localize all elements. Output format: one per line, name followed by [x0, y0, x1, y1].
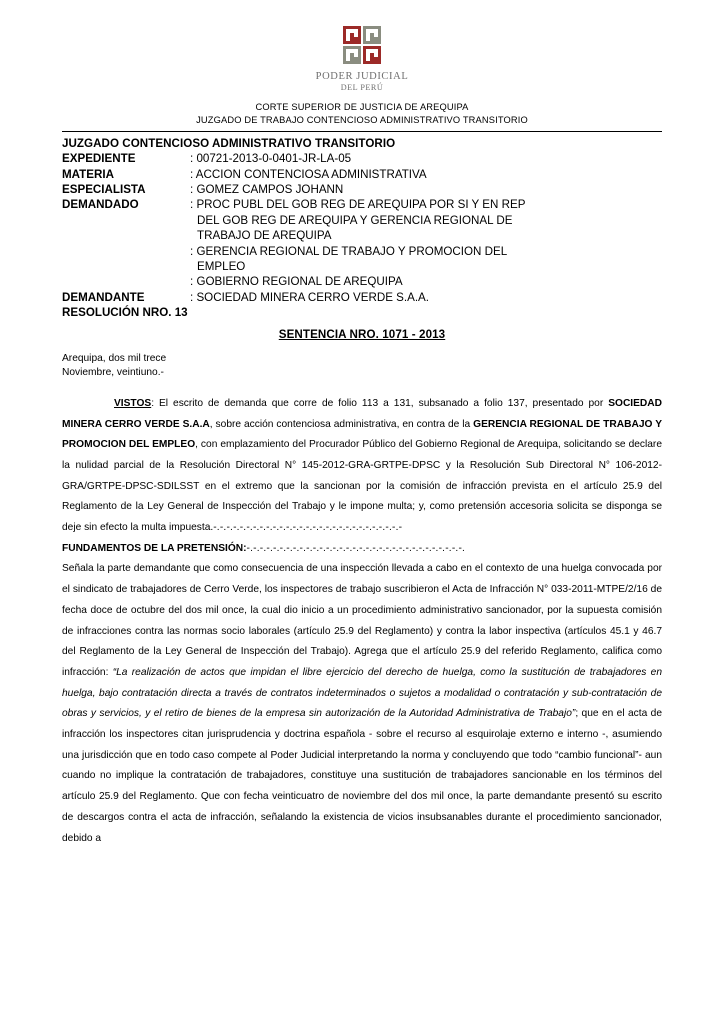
- poder-judicial-logo-icon: [343, 26, 381, 64]
- vistos-text-3: , con emplazamiento del Procurador Público del Gobierno Regional de Arequipa, solicitando se declare la nulidad parcial de la Resolución Directoral N° 145-2012-GRA-GRTPE-DPSC y la Resolución Sub Directoral N° 106-2012-GRA/GRTPE-DPSC-SDILSST en el extremo que la sancionan por la comisión de infracción prevista en el artículo 25.9 del Reglamento de la Ley General de Inspección del Trabajo y le impone multa; y, como pretensión accesoria solicita se disponga se deje sin efecto la multa impuesta.: [62, 439, 662, 534]
- table-row: [62, 197, 662, 289]
- meta-value-line: : PROC PUBL DEL GOB REG DE AREQUIPA POR SI Y EN REP: [190, 198, 526, 212]
- logo-cell-top-left: [343, 26, 361, 44]
- court-header-line-2: JUZGADO DE TRABAJO CONTENCIOSO ADMINISTRATIVO TRANSITORIO: [196, 115, 528, 126]
- meta-label-materia: MATERIA: [62, 167, 114, 181]
- court-header: [0, 101, 724, 128]
- logo-cell-bottom-right: [363, 46, 381, 64]
- meta-value-demandado: [190, 197, 662, 289]
- logo-cell-bottom-left: [343, 46, 361, 64]
- table-row: [62, 167, 662, 182]
- court-header-line-1: CORTE SUPERIOR DE JUSTICIA DE AREQUIPA: [255, 101, 469, 112]
- meta-value-line: : GERENCIA REGIONAL DE TRABAJO Y PROMOCION DEL: [190, 244, 508, 258]
- fundamentos-heading: FUNDAMENTOS DE LA PRETENSIÓN:: [62, 542, 247, 554]
- fundamentos-text-1: Señala la parte demandante que como consecuencia de una inspección llevada a cabo en el contexto de una huelga convocada por el sindicato de trabajadores de Cerro Verde, los inspectores de trabajo suscribieron el Acta de Infracción N° 033-2011-MTPE/2/16 de fecha doce de octubre del dos mil once, la cual dio inicio a un procedimiento administrativo sancionador, por la supuesta comisión de infracciones contra las normas socio laborales (artículo 25.9 del Reglamento) y contra la labor inspectiva (artículos 45.1 y 46.7 del Reglamento de la Ley General de Inspección del Trabajo). Agrega que el artículo 25.9 del referido Reglamento, califica como infracción:: [62, 563, 662, 678]
- table-row: [62, 151, 662, 166]
- meta-value-line: EMPLEO: [197, 260, 246, 274]
- document-content: [62, 132, 662, 849]
- meta-value-line: : GOBIERNO REGIONAL DE AREQUIPA: [190, 275, 403, 289]
- date-block: [62, 352, 662, 380]
- logo-wordmark: [0, 71, 724, 92]
- table-row: [62, 182, 662, 197]
- meta-label-expediente: EXPEDIENTE: [62, 152, 136, 166]
- paragraph-fundamentos-body: [62, 559, 662, 849]
- vistos-text-2: , sobre acción contenciosa administrativa, en contra de la: [209, 418, 474, 430]
- party-demandante-bold: SOCIEDAD MINERA CERRO VERDE S.A.A: [62, 397, 662, 430]
- paragraph-fundamentos-heading: [62, 539, 662, 560]
- quoted-norm-text: “La realización de actos que impidan el libre ejercicio del derecho de huelga, como la sustitución de trabajadores en huelga, bajo contratación directa a través de contratos indeterminados o sujetos a modalidad o contratación y sub-contratación de obras y servicios, y el retiro de bienes de la empresa sin autorización de la Autoridad Administrativa de Trabajo”: [62, 666, 662, 720]
- meta-label-especialista: ESPECIALISTA: [62, 182, 146, 196]
- fundamentos-text-2: ; que en el acta de infracción los inspectores citan jurisprudencia y doctrina española - sobre el recurso al esquirolaje externo e interno -, asumiendo una jurisdicción que en todo caso compete al Poder Judicial interpretando la norma y concluyendo que todo “cambio funcional”- aun cuando no implique la contratación de trabajadores, constituye una sustitución de trabajadores sancionable en los términos del artículo 25.9 del Reglamento. Que con fecha veinticuatro de noviembre del dos mil once, la parte demandante presentó su escrito de descargos contra el acta de infracción, señalando la existencia de vicios insubsanables durante el procedimiento sancionador, debido a: [62, 708, 662, 844]
- dash-filler: -.-.-.-.-.-.-.-.-.-.-.-.-.-.-.-.-.-.-.-.-.-.-.-.-.-.-.-.-: [213, 522, 403, 534]
- case-metadata-table: [62, 151, 662, 305]
- wordmark-line-2: DEL PERÚ: [340, 82, 384, 92]
- meta-value-line: : GOMEZ CAMPOS JOHANN: [190, 182, 344, 196]
- meta-value-expediente: [190, 151, 662, 166]
- logo-cell-top-right: [363, 26, 381, 44]
- meta-value-materia: [190, 167, 662, 182]
- meta-value-line: : 00721-2013-0-0401-JR-LA-05: [190, 152, 352, 166]
- meta-value-line: : ACCION CONTENCIOSA ADMINISTRATIVA: [190, 167, 427, 181]
- vistos-text-1: : El escrito de demanda que corre de folio 113 a 131, subsanado a folio 137, presentado por: [151, 397, 609, 409]
- sentencia-title: SENTENCIA NRO. 1071 - 2013: [278, 327, 446, 341]
- resolution-number: RESOLUCIÓN NRO. 13: [62, 306, 188, 320]
- court-logo-block: [0, 0, 724, 92]
- meta-value-line: TRABAJO DE AREQUIPA: [197, 229, 332, 243]
- meta-value-line: DEL GOB REG DE AREQUIPA Y GERENCIA REGIONAL DE: [197, 213, 513, 227]
- meta-value-demandante: [190, 290, 662, 305]
- wordmark-line-1: PODER JUDICIAL: [315, 71, 409, 82]
- table-row: [62, 290, 662, 305]
- meta-label-demandante: DEMANDANTE: [62, 290, 145, 304]
- page-title: JUZGADO CONTENCIOSO ADMINISTRATIVO TRANSITORIO: [62, 136, 396, 150]
- date-line-2: Noviembre, veintiuno.-: [62, 366, 164, 378]
- case-metadata-body: [62, 151, 662, 305]
- dash-filler: -.-.-.-.-.-.-.-.-.-.-.-.-.-.-.-.-.-.-.-.-.-.-.-.-.-.-.-.-.-.-.-.-.: [246, 542, 466, 554]
- meta-value-line: : SOCIEDAD MINERA CERRO VERDE S.A.A.: [190, 290, 430, 304]
- meta-value-especialista: [190, 182, 662, 197]
- vistos-label: VISTOS: [114, 397, 152, 409]
- date-line-1: Arequipa, dos mil trece: [62, 352, 167, 364]
- meta-label-demandado: DEMANDADO: [62, 198, 139, 212]
- party-demandado-bold: GERENCIA REGIONAL DE TRABAJO Y PROMOCION DEL EMPLEO: [62, 418, 662, 451]
- paragraph-vistos: [62, 394, 662, 539]
